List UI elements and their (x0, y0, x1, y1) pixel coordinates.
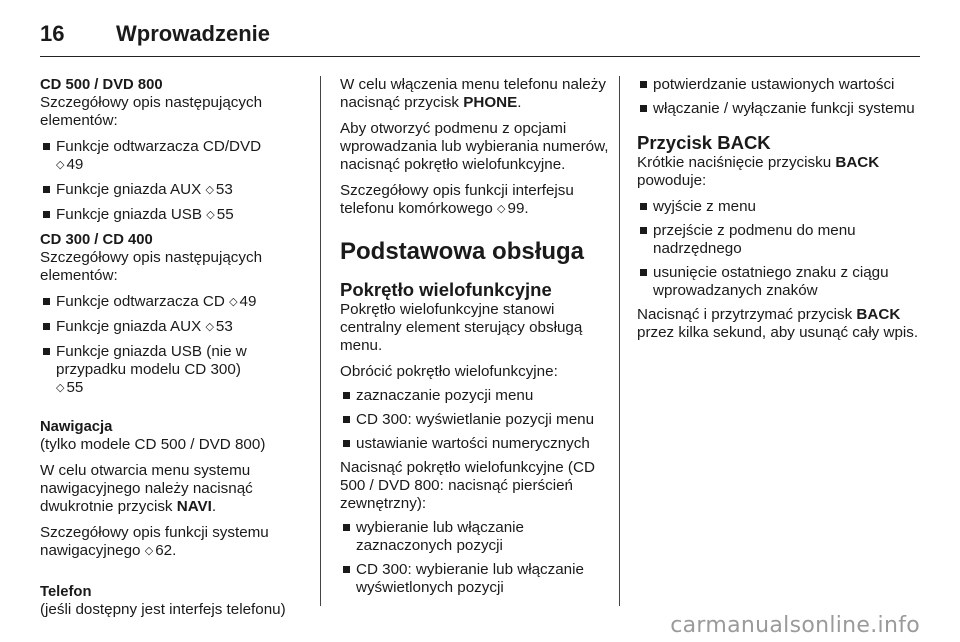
section-phone (40, 583, 310, 619)
section-cd500 (40, 76, 310, 225)
list-item: Funkcje gniazda AUX ◇ 53 (40, 318, 310, 337)
list-item: włączanie / wyłączanie funkcji systemu (637, 100, 920, 118)
page-number: 16 (40, 21, 65, 46)
key-label: BACK (856, 306, 901, 323)
section-title: CD 500 / DVD 800 (40, 77, 163, 93)
list-item: zaznaczanie pozycji menu (340, 387, 615, 405)
column-2 (340, 76, 615, 603)
list-item: ustawianie wartości numerycznych (340, 435, 615, 453)
list-item: Funkcje gniazda AUX ◇ 53 (40, 181, 310, 200)
section-heading: Pokrętło wielofunkcyjne (340, 279, 552, 300)
column-divider (619, 76, 620, 606)
section-subtitle: (tylko modele CD 500 / DVD 800) (40, 436, 266, 453)
paragraph: Nacisnąć pokrętło wielofunkcyjne (CD 500 / DVD 800: nacisnąć pierścień zewnętrzny): (340, 459, 595, 512)
paragraph: Pokrętło wielofunkcyjne stanowi centralny element sterujący obsługą menu. (340, 301, 583, 354)
reference-icon: ◇ (206, 209, 215, 221)
bullet-list (340, 387, 615, 453)
section-heading: Przycisk BACK (637, 132, 771, 153)
paragraph: Obrócić pokrętło wielofunkcyjne: (340, 363, 558, 380)
list-item: wybieranie lub włączanie zaznaczonych pozycji (340, 519, 615, 555)
reference-icon: ◇ (56, 382, 65, 394)
section-title: Nawigacja (40, 419, 113, 435)
bullet-list (637, 198, 920, 300)
watermark: carmanualsonline.info (670, 613, 920, 638)
bullet-list (40, 138, 310, 225)
list-item: Funkcje gniazda USB ◇ 55 (40, 206, 310, 225)
chapter-heading: Podstawowa obsługa (340, 238, 585, 265)
list-item: Funkcje gniazda USB (nie w przypadku modelu CD 300) ◇ 55 (40, 343, 310, 398)
list-item: przejście z podmenu do menu nadrzędnego (637, 222, 920, 258)
section-intro: Szczegółowy opis następujących elementów: (40, 249, 263, 284)
section-navigation (40, 418, 310, 561)
bullet-list (40, 293, 310, 398)
list-item: Funkcje odtwarzacza CD ◇ 49 (40, 293, 310, 312)
list-item: potwierdzanie ustawionych wartości (637, 76, 920, 94)
section-intro: Szczegółowy opis następujących elementów: (40, 94, 263, 129)
paragraph: Aby otworzyć podmenu z opcjami wprowadzania lub wybierania numerów, nacisnąć pokrętło wielofunkcyjne. (340, 120, 609, 173)
paragraph: Nacisnąć i przytrzymać przycisk BACK przez kilka sekund, aby usunąć cały wpis. (637, 306, 919, 341)
key-label: NAVI (176, 498, 212, 515)
paragraph: W celu włączenia menu telefonu należy nacisnąć przycisk PHONE. (340, 76, 606, 111)
paragraph: Szczegółowy opis funkcji interfejsu telefonu komórkowego ◇ 99. (340, 182, 574, 217)
section-title: CD 300 / CD 400 (40, 232, 153, 248)
paragraph: W celu otwarcia menu systemu nawigacyjnego należy nacisnąć dwukrotnie przycisk NAVI. (40, 462, 253, 515)
reference-icon: ◇ (205, 184, 214, 196)
list-item: usunięcie ostatniego znaku z ciągu wprowadzanych znaków (637, 264, 920, 300)
list-item: Funkcje odtwarzacza CD/DVD ◇ 49 (40, 138, 310, 175)
bullet-list (637, 76, 920, 118)
reference-icon: ◇ (497, 203, 506, 215)
bullet-list (340, 519, 615, 597)
reference-icon: ◇ (56, 159, 65, 171)
chapter-title: Wprowadzenie (116, 21, 271, 46)
reference-icon: ◇ (144, 545, 154, 557)
list-item: wyjście z menu (637, 198, 920, 216)
paragraph: Krótkie naciśnięcie przycisku BACK powoduje: (637, 154, 880, 189)
section-subtitle: (jeśli dostępny jest interfejs telefonu) (40, 601, 286, 618)
reference-icon: ◇ (229, 296, 238, 308)
column-divider (320, 76, 321, 606)
page-header (40, 12, 920, 57)
key-label: PHONE (463, 94, 518, 111)
section-title: Telefon (40, 584, 92, 600)
list-item: CD 300: wyświetlanie pozycji menu (340, 411, 615, 429)
key-label: BACK (835, 154, 880, 171)
reference-icon: ◇ (205, 321, 214, 333)
column-3 (637, 76, 920, 350)
column-1 (40, 76, 310, 627)
section-cd300 (40, 231, 310, 398)
list-item: CD 300: wybieranie lub włączanie wyświetlonych pozycji (340, 561, 615, 597)
paragraph: Szczegółowy opis funkcji systemu nawigacyjnego ◇ 62. (40, 524, 269, 559)
